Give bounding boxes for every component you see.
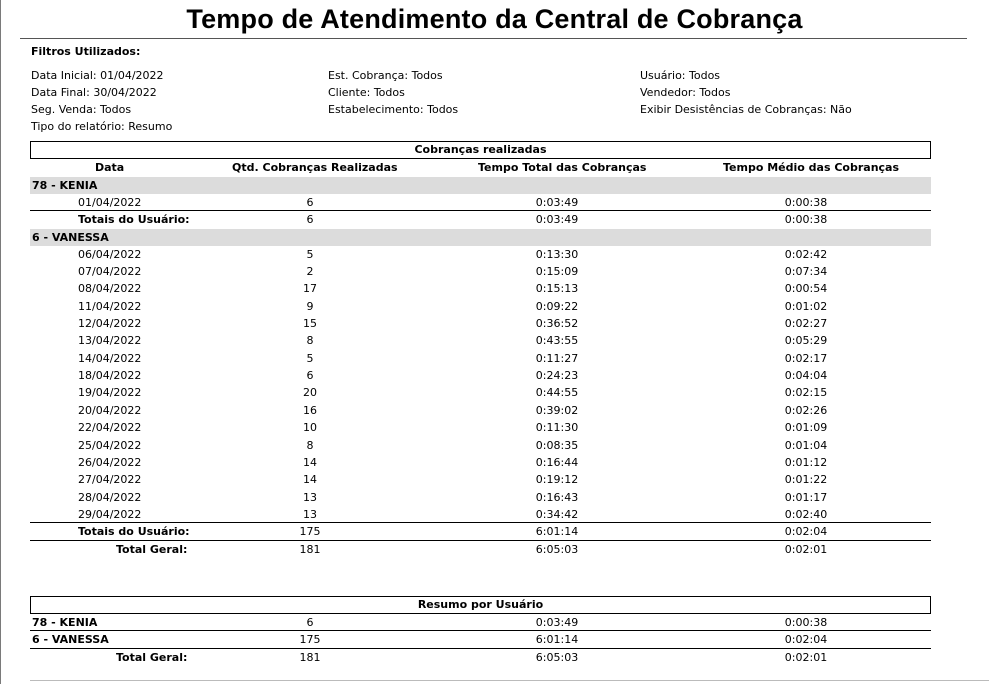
cell-avg-time: 0:02:15 bbox=[784, 386, 828, 400]
cell-total-time: 0:08:35 bbox=[535, 438, 579, 452]
summary-qtd: 6 bbox=[306, 616, 314, 629]
cell-qtd: 2 bbox=[306, 265, 314, 279]
cell-qtd: 8 bbox=[306, 438, 314, 452]
cell-qtd: 20 bbox=[303, 386, 317, 400]
filter-seller: Vendedor: Todos bbox=[640, 86, 731, 99]
cell-avg-time: 0:02:40 bbox=[784, 507, 828, 521]
table-row bbox=[30, 402, 931, 419]
table-column-headers bbox=[30, 159, 931, 176]
summary-avg-time: 0:00:38 bbox=[784, 616, 828, 629]
cell-total-time: 0:44:55 bbox=[535, 386, 579, 400]
column-header-qtd: Qtd. Cobranças Realizadas bbox=[232, 161, 398, 174]
table-row bbox=[30, 280, 931, 297]
summary-grand-total-row bbox=[30, 649, 931, 666]
cell-total-time: 0:03:49 bbox=[535, 213, 579, 227]
cell-total-time: 0:34:42 bbox=[535, 507, 579, 521]
cell-avg-time: 0:01:09 bbox=[784, 421, 828, 435]
cell-total-time: 0:19:12 bbox=[535, 473, 579, 487]
table-row bbox=[30, 367, 931, 384]
cell-total-time: 0:13:30 bbox=[535, 247, 579, 261]
cell-label: 01/04/2022 bbox=[78, 196, 142, 209]
cell-label: 26/04/2022 bbox=[78, 455, 142, 469]
cell-total-time: 0:16:44 bbox=[535, 455, 579, 469]
table-row bbox=[30, 471, 931, 488]
cell-qtd: 13 bbox=[303, 490, 317, 504]
report-title: Tempo de Atendimento da Central de Cobrança bbox=[186, 4, 803, 34]
cell-avg-time: 0:02:01 bbox=[784, 542, 828, 556]
filter-show-withdrawals: Exibir Desistências de Cobranças: Não bbox=[640, 103, 852, 116]
cell-avg-time: 0:01:02 bbox=[784, 299, 828, 313]
cell-avg-time: 0:01:22 bbox=[784, 473, 828, 487]
cell-avg-time: 0:00:54 bbox=[784, 282, 828, 296]
cell-qtd: 6 bbox=[306, 369, 314, 383]
cell-total-time: 0:43:55 bbox=[535, 334, 579, 348]
cell-qtd: 9 bbox=[306, 299, 314, 313]
section-title-summary: Resumo por Usuário bbox=[30, 596, 931, 614]
cell-label: Totais do Usuário: bbox=[78, 213, 190, 227]
cell-label: 25/04/2022 bbox=[78, 438, 142, 452]
summary-total-time: 0:03:49 bbox=[535, 616, 579, 629]
cell-total-time: 0:15:13 bbox=[535, 282, 579, 296]
summary-row bbox=[30, 631, 931, 648]
summary-user-name: 6 - VANESSA bbox=[32, 633, 109, 647]
table-row bbox=[30, 298, 931, 315]
group-header: 78 - KENIA bbox=[30, 177, 931, 194]
cell-qtd: 5 bbox=[306, 351, 314, 365]
cell-label: 06/04/2022 bbox=[78, 247, 142, 261]
summary-table bbox=[30, 614, 931, 666]
table-row bbox=[30, 263, 931, 280]
filter-sales-segment: Seg. Venda: Todos bbox=[31, 103, 132, 116]
table-row bbox=[30, 419, 931, 436]
cell-label: 08/04/2022 bbox=[78, 282, 142, 296]
cell-avg-time: 0:05:29 bbox=[784, 334, 828, 348]
cell-label: 29/04/2022 bbox=[78, 507, 142, 521]
table-row bbox=[30, 350, 931, 367]
filter-start-date: Data Inicial: 01/04/2022 bbox=[31, 69, 164, 82]
summary-grand-total-avg: 0:02:01 bbox=[784, 650, 828, 664]
page-left-border bbox=[0, 0, 1, 684]
cell-total-time: 0:09:22 bbox=[535, 299, 579, 313]
cell-qtd: 14 bbox=[303, 455, 317, 469]
filters-heading: Filtros Utilizados: bbox=[31, 45, 141, 58]
cell-avg-time: 0:01:12 bbox=[784, 455, 828, 469]
cell-total-time: 0:36:52 bbox=[535, 317, 579, 331]
cell-qtd: 13 bbox=[303, 507, 317, 521]
cell-total-time: 0:16:43 bbox=[535, 490, 579, 504]
cell-total-time: 0:24:23 bbox=[535, 369, 579, 383]
summary-grand-total-label: Total Geral: bbox=[116, 650, 188, 664]
filter-user: Usuário: Todos bbox=[640, 69, 721, 82]
table-row bbox=[30, 437, 931, 454]
cell-label: 27/04/2022 bbox=[78, 473, 142, 487]
filters-column-b bbox=[328, 67, 458, 118]
cell-avg-time: 0:00:38 bbox=[784, 196, 828, 209]
cell-qtd: 8 bbox=[306, 334, 314, 348]
filters-column-c bbox=[640, 67, 852, 118]
cell-avg-time: 0:00:38 bbox=[784, 213, 828, 227]
cell-label: 12/04/2022 bbox=[78, 317, 142, 331]
cell-qtd: 6 bbox=[306, 196, 314, 209]
cell-total-time: 0:11:30 bbox=[535, 421, 579, 435]
filter-collection-status: Est. Cobrança: Todos bbox=[328, 69, 443, 82]
user-totals-row bbox=[30, 211, 931, 228]
cell-qtd: 10 bbox=[303, 421, 317, 435]
filters-column-a bbox=[31, 67, 164, 118]
cell-label: 18/04/2022 bbox=[78, 369, 142, 383]
table-row bbox=[30, 489, 931, 506]
cell-total-time: 6:05:03 bbox=[535, 542, 579, 556]
title-divider bbox=[20, 38, 967, 39]
cell-label: 07/04/2022 bbox=[78, 265, 142, 279]
table-row bbox=[30, 246, 931, 263]
summary-grand-total-qtd: 181 bbox=[299, 650, 321, 664]
table-row bbox=[30, 315, 931, 332]
cell-label: 28/04/2022 bbox=[78, 490, 142, 504]
cell-avg-time: 0:02:27 bbox=[784, 317, 828, 331]
column-header-date: Data bbox=[95, 161, 125, 174]
cell-avg-time: 0:01:17 bbox=[784, 490, 828, 504]
cell-qtd: 181 bbox=[299, 542, 321, 556]
group-header: 6 - VANESSA bbox=[30, 229, 931, 246]
cell-qtd: 15 bbox=[303, 317, 317, 331]
cell-total-time: 0:39:02 bbox=[535, 403, 579, 417]
grand-total-row bbox=[30, 541, 931, 558]
cell-avg-time: 0:02:04 bbox=[784, 525, 828, 539]
summary-grand-total-time: 6:05:03 bbox=[535, 650, 579, 664]
cell-avg-time: 0:02:17 bbox=[784, 351, 828, 365]
cell-avg-time: 0:07:34 bbox=[784, 265, 828, 279]
cell-qtd: 17 bbox=[303, 282, 317, 296]
summary-row bbox=[30, 614, 931, 631]
cell-label: 14/04/2022 bbox=[78, 351, 142, 365]
summary-qtd: 175 bbox=[299, 633, 321, 647]
filter-report-type: Tipo do relatório: Resumo bbox=[31, 120, 173, 133]
cell-label: 22/04/2022 bbox=[78, 421, 142, 435]
cell-label: 11/04/2022 bbox=[78, 299, 142, 313]
column-header-avg-time: Tempo Médio das Cobranças bbox=[723, 161, 900, 174]
filters-panel bbox=[31, 45, 961, 133]
table-row bbox=[30, 332, 931, 349]
cell-label: Totais do Usuário: bbox=[78, 525, 190, 539]
summary-total-time: 6:01:14 bbox=[535, 633, 579, 647]
column-header-total-time: Tempo Total das Cobranças bbox=[478, 161, 647, 174]
cell-avg-time: 0:02:26 bbox=[784, 403, 828, 417]
cell-label: 13/04/2022 bbox=[78, 334, 142, 348]
user-totals-row bbox=[30, 523, 931, 540]
cell-qtd: 6 bbox=[306, 213, 314, 227]
table-row bbox=[30, 506, 931, 523]
cell-label: Total Geral: bbox=[116, 542, 188, 556]
cell-qtd: 16 bbox=[303, 403, 317, 417]
cell-qtd: 5 bbox=[306, 247, 314, 261]
cell-label: 20/04/2022 bbox=[78, 403, 142, 417]
page-bottom-divider bbox=[30, 680, 989, 681]
cell-avg-time: 0:02:42 bbox=[784, 247, 828, 261]
filter-client: Cliente: Todos bbox=[328, 86, 405, 99]
cell-avg-time: 0:04:04 bbox=[784, 369, 828, 383]
cell-qtd: 175 bbox=[299, 525, 321, 539]
table-row bbox=[30, 384, 931, 401]
cell-label: 19/04/2022 bbox=[78, 386, 142, 400]
cell-total-time: 6:01:14 bbox=[535, 525, 579, 539]
cell-qtd: 14 bbox=[303, 473, 317, 487]
section-title-collections: Cobranças realizadas bbox=[30, 141, 931, 159]
summary-user-name: 78 - KENIA bbox=[32, 616, 98, 629]
collections-table bbox=[30, 177, 931, 558]
cell-total-time: 0:15:09 bbox=[535, 265, 579, 279]
summary-avg-time: 0:02:04 bbox=[784, 633, 828, 647]
cell-avg-time: 0:01:04 bbox=[784, 438, 828, 452]
cell-total-time: 0:03:49 bbox=[535, 196, 579, 209]
cell-total-time: 0:11:27 bbox=[535, 351, 579, 365]
table-row bbox=[30, 194, 931, 211]
filter-end-date: Data Final: 30/04/2022 bbox=[31, 86, 157, 99]
filter-establishment: Estabelecimento: Todos bbox=[328, 103, 459, 116]
table-row bbox=[30, 454, 931, 471]
